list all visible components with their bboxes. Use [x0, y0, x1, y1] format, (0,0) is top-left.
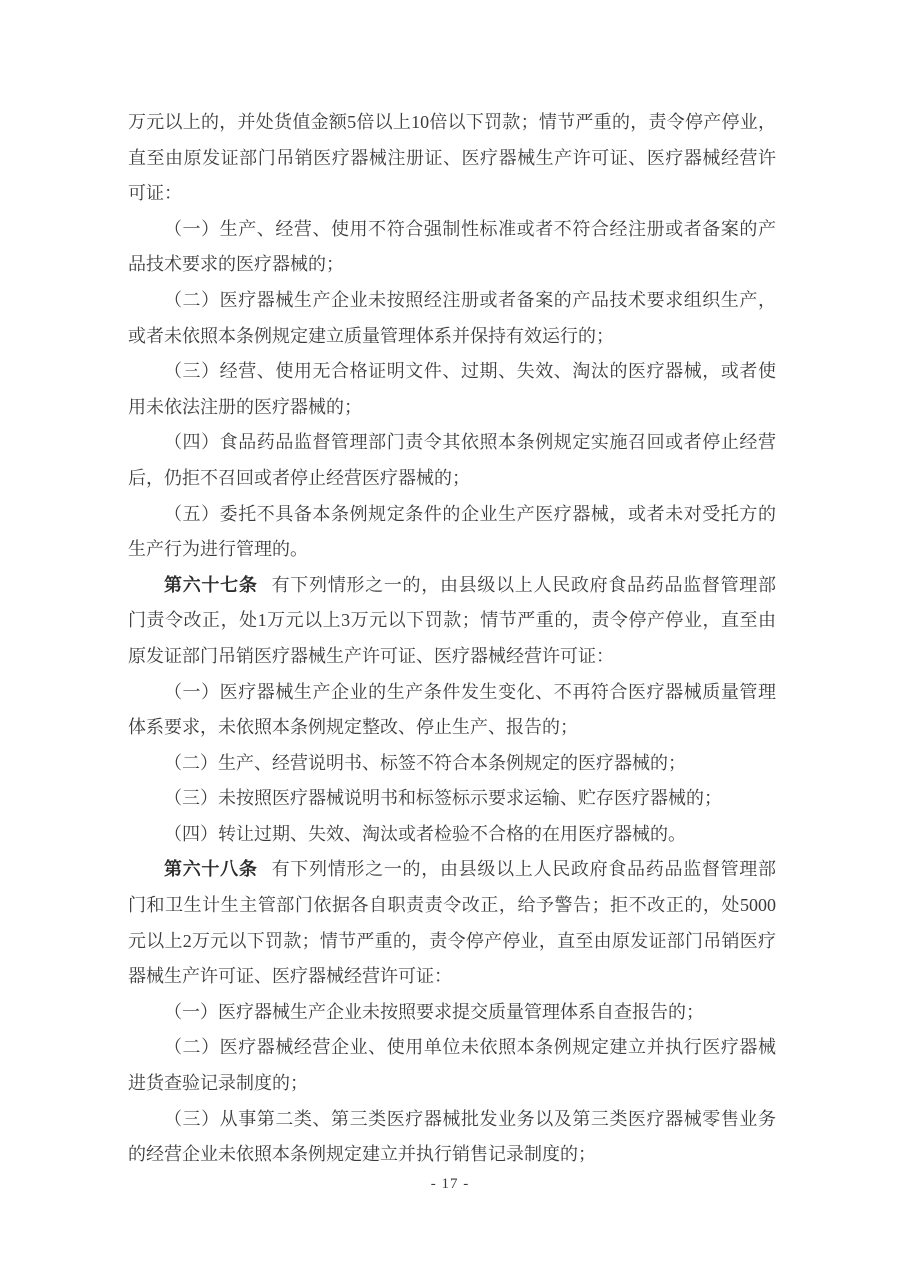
text-line: （一）生产、经营、使用不符合强制性标准或者不符合经注册或者备案的产 [164, 218, 776, 239]
page-number: - 17 - [430, 1176, 470, 1192]
text-line: （一）医疗器械生产企业未按照要求提交质量管理体系自查报告的； [164, 1001, 704, 1022]
text-line: 万元以上的，并处货值金额5倍以上10倍以下罚款；情节严重的，责令停产停业， [128, 112, 776, 132]
text-line: （三）未按照医疗器械说明书和标签标示要求运输、贮存医疗器械的； [164, 788, 722, 809]
text-line: 可证： [128, 183, 182, 204]
text-line: 用未依法注册的医疗器械的； [128, 396, 362, 417]
text-line: 器械生产许可证、医疗器械经营许可证： [128, 966, 452, 987]
text-line: 后，仍拒不召回或者停止经营医疗器械的； [128, 467, 470, 488]
text-line: （三）经营、使用无合格证明文件、过期、失效、淘汰的医疗器械，或者使 [164, 361, 776, 382]
article-number: 第六十七条 [164, 574, 258, 595]
text-line: （三）从事第二类、第三类医疗器械批发业务以及第三类医疗器械零售业务 [164, 1108, 776, 1129]
text-line: 或者未依照本条例规定建立质量管理体系并保持有效运行的； [128, 325, 614, 346]
text-line: （四）转让过期、失效、淘汰或者检验不合格的在用医疗器械的。 [164, 823, 686, 844]
article-line: 第六十七条 有下列情形之一的，由县级以上人民政府食品药品监督管理部 [164, 574, 777, 595]
text-line: 生产行为进行管理的。 [128, 539, 308, 560]
text-line: 直至由原发证部门吊销医疗器械注册证、医疗器械生产许可证、医疗器械经营许 [128, 147, 776, 168]
text-line: （二）生产、经营说明书、标签不符合本条例规定的医疗器械的； [164, 752, 686, 773]
text-line: （五）委托不具备本条例规定条件的企业生产医疗器械，或者未对受托方的 [164, 503, 776, 524]
document-text-body [128, 105, 776, 1173]
article-number: 第六十八条 [164, 859, 258, 880]
text-line: 门和卫生计生主管部门依据各自职责责令改正，给予警告；拒不改正的，处5000 [128, 895, 776, 916]
text-line: （四）食品药品监督管理部门责令其依照本条例规定实施召回或者停止经营 [164, 432, 776, 453]
text-line: 的经营企业未依照本条例规定建立并执行销售记录制度的； [128, 1144, 596, 1165]
text-line: 体系要求，未依照本条例规定整改、停止生产、报告的； [128, 717, 578, 738]
article-line: 第六十八条 有下列情形之一的，由县级以上人民政府食品药品监督管理部 [164, 859, 777, 880]
text-line: 进货查验记录制度的； [128, 1073, 308, 1094]
text-line: 品技术要求的医疗器械的； [128, 254, 344, 275]
text-line: （二）医疗器械生产企业未按照经注册或者备案的产品技术要求组织生产， [164, 289, 776, 310]
text-line: 原发证部门吊销医疗器械生产许可证、医疗器械经营许可证： [128, 645, 614, 666]
text-line: 门责令改正，处1万元以上3万元以下罚款；情节严重的，责令停产停业，直至由 [128, 610, 776, 631]
text-line: （一）医疗器械生产企业的生产条件发生变化、不再符合医疗器械质量管理 [164, 681, 776, 702]
text-line: 元以上2万元以下罚款；情节严重的，责令停产停业，直至由原发证部门吊销医疗 [128, 930, 776, 951]
text-line: （二）医疗器械经营企业、使用单位未依照本条例规定建立并执行医疗器械 [164, 1037, 776, 1058]
